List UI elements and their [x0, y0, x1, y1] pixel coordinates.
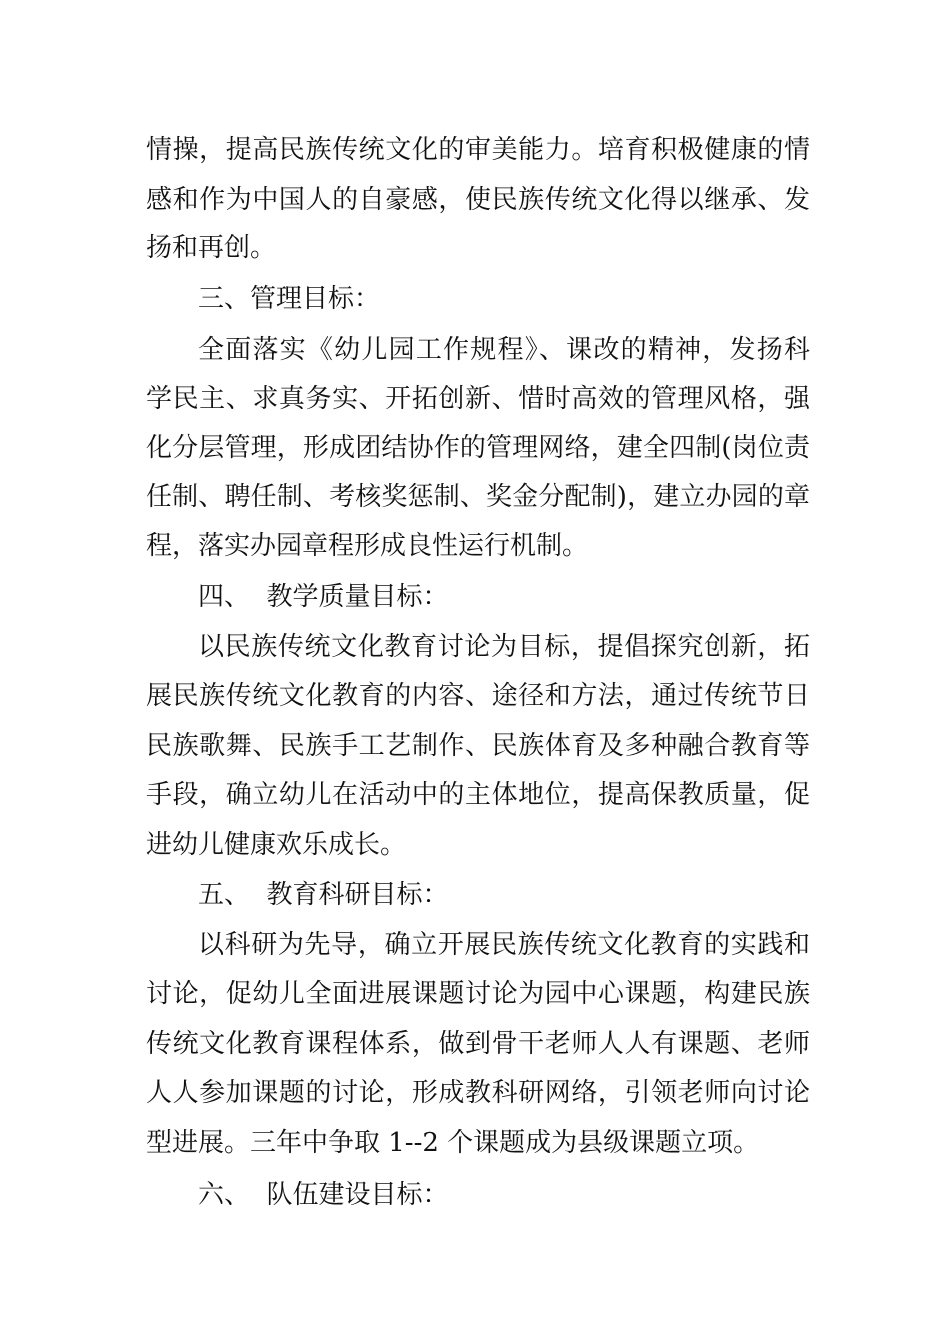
section-heading: 四、 教学质量目标： [198, 582, 449, 612]
paragraph-line: 全面落实《幼儿园工作规程》、课改的精神，发扬科 [198, 335, 810, 365]
paragraph-line: 传统文化教育课程体系，做到骨干老师人人有课题、老师 [146, 1029, 810, 1059]
paragraph-line: 型进展。三年中争取 1--2 个课题成为县级课题立项。 [146, 1128, 760, 1158]
section-heading: 六、 队伍建设目标： [198, 1180, 449, 1210]
paragraph-line: 讨论，促幼儿全面进展课题讨论为园中心课题，构建民族 [146, 979, 810, 1009]
paragraph-line: 感和作为中国人的自豪感，使民族传统文化得以继承、发 [146, 185, 810, 215]
paragraph-line: 手段，确立幼儿在活动中的主体地位，提高保教质量，促 [146, 780, 810, 810]
paragraph-line: 民族歌舞、民族手工艺制作、民族体育及多种融合教育等 [146, 731, 810, 761]
paragraph-line: 以科研为先导，确立开展民族传统文化教育的实践和 [198, 930, 810, 960]
paragraph-line: 以民族传统文化教育讨论为目标，提倡探究创新，拓 [198, 632, 810, 662]
section-heading: 五、 教育科研目标： [198, 880, 449, 910]
paragraph-line: 情操，提高民族传统文化的审美能力。培育积极健康的情 [146, 135, 810, 165]
paragraph-line: 任制、聘任制、考核奖惩制、奖金分配制)，建立办园的章 [146, 482, 810, 512]
section-heading: 三、管理目标： [198, 284, 381, 314]
paragraph-line: 进幼儿健康欢乐成长。 [146, 830, 407, 860]
paragraph-line: 人人参加课题的讨论，形成教科研网络，引领老师向讨论 [146, 1078, 810, 1108]
paragraph-line: 程，落实办园章程形成良性运行机制。 [146, 531, 589, 561]
paragraph-line: 扬和再创。 [146, 233, 277, 263]
paragraph-line: 展民族传统文化教育的内容、途径和方法，通过传统节日 [146, 681, 810, 711]
paragraph-line: 学民主、求真务实、开拓创新、惜时高效的管理风格，强 [146, 384, 810, 414]
paragraph-line: 化分层管理，形成团结协作的管理网络，建全四制(岗位责 [146, 433, 810, 463]
